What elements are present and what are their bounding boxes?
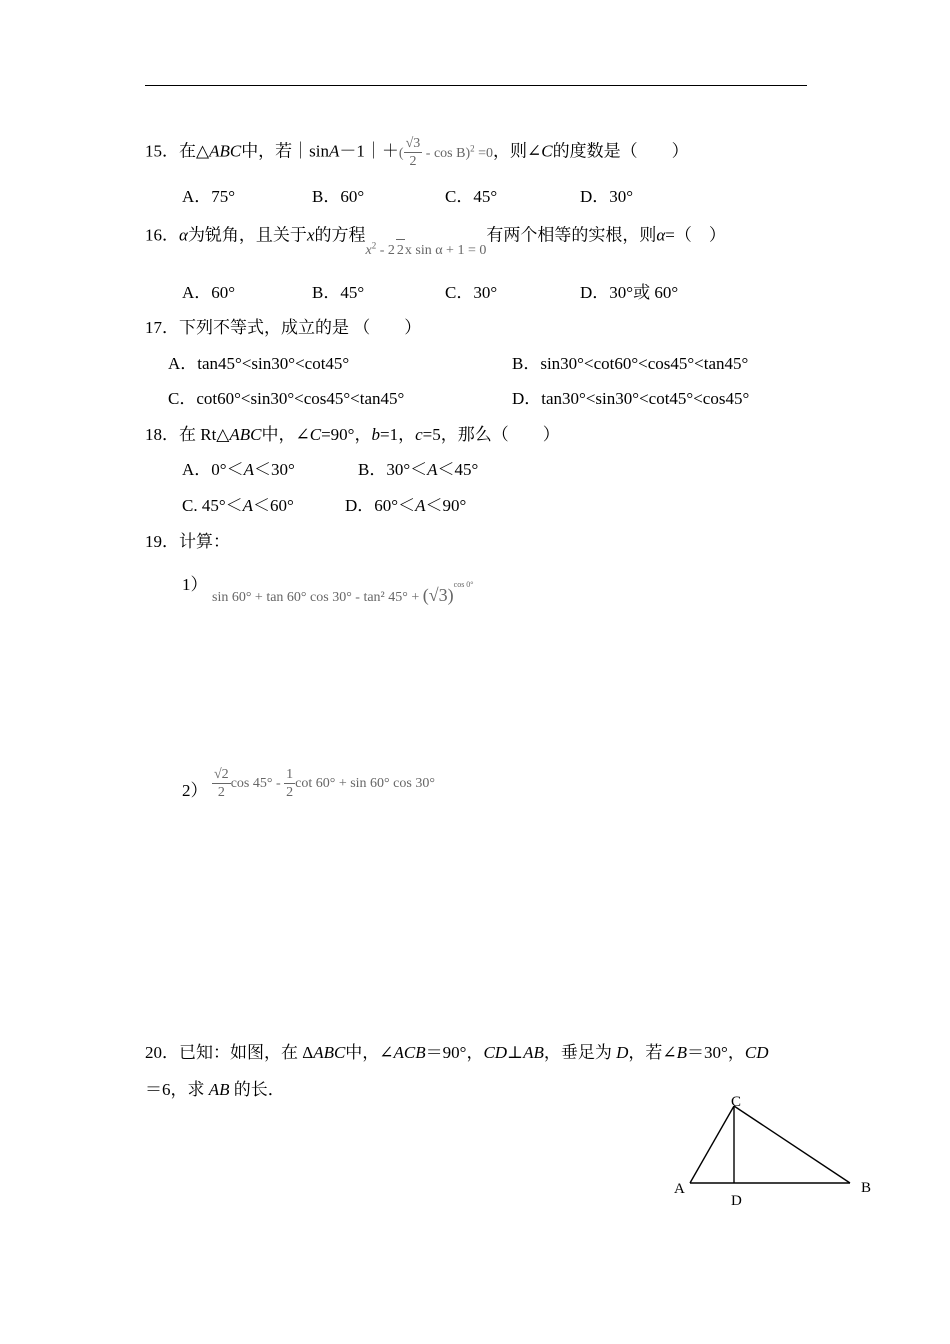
q20-stem-line2: ＝6，求 AB 的长．	[145, 1080, 285, 1099]
q17-option-c[interactable]: C．cot60°<sin30°<cos45°<tan45°	[168, 389, 405, 408]
q19-part2-label: 2）	[182, 781, 208, 800]
q17-option-a[interactable]: A．tan45°<sin30°<cot45°	[168, 354, 350, 373]
q16-option-b[interactable]: B．45°	[312, 283, 365, 302]
q18-stem: 18．在 Rt△ABC中，∠C=90°，b=1，c=5，那么（ ）	[145, 425, 560, 444]
label-a: A	[674, 1181, 685, 1197]
label-b: B	[861, 1180, 872, 1196]
q16-equation: x2 - 2 2x sin α + 1 = 0	[365, 243, 486, 258]
label-c: C	[731, 1094, 742, 1110]
q20-stem-line1: 20．已知：如图，在 ΔABC中，∠ACB＝90°，CD⊥AB，垂足为 D，若∠B＝30°，CD	[145, 1043, 769, 1062]
q15-stem: 15．在△ABC中，若｜sinA－1｜＋( $\frac{√3}{2}$ - cos B)$^2$ =0，则∠C的度数是（ ）	[145, 136, 689, 170]
q15-option-c[interactable]: C．45°	[445, 187, 498, 206]
q18-option-c[interactable]: C. 45°＜A＜60°	[182, 496, 294, 515]
header-rule	[145, 85, 807, 86]
q16-option-a[interactable]: A．60°	[182, 283, 236, 302]
q18-option-b[interactable]: B．30°＜A＜45°	[358, 460, 479, 479]
q19-part1-label: 1）	[182, 575, 208, 594]
q19-part2-expression: $\frac{√2}{2}$ cos 45° - $\frac{1}{2}$ cot 60° + sin 60° cos 30°	[214, 767, 435, 800]
q17-option-b[interactable]: B．sin30°<cot60°<cos45°<tan45°	[512, 354, 749, 373]
q17-stem: 17．下列不等式，成立的是 （ ）	[145, 318, 422, 337]
q15-option-b[interactable]: B．60°	[312, 187, 365, 206]
q16-option-d[interactable]: D．30°或 60°	[580, 283, 679, 302]
q16-option-c[interactable]: C．30°	[445, 283, 498, 302]
side-cb	[734, 1106, 850, 1183]
q17-option-d[interactable]: D．tan30°<sin30°<cot45°<cos45°	[512, 389, 750, 408]
q19-stem: 19．计算：	[145, 532, 230, 551]
q15-formula: ( $\frac{√3}{2}$ - cos B)$^2$ =0	[398, 136, 494, 170]
q15-option-d[interactable]: D．30°	[580, 187, 634, 206]
triangle-figure	[660, 1085, 890, 1215]
q15-option-a[interactable]: A．75°	[182, 187, 236, 206]
side-ac	[690, 1106, 734, 1183]
q18-option-d[interactable]: D．60°＜A＜90°	[345, 496, 467, 515]
q19-part1-expression: sin 60° + tan 60° cos 30° - tan² $45^\circ + (√3)^{cos 0^\circ}$	[212, 580, 474, 605]
q18-option-a[interactable]: A．0°＜A＜30°	[182, 460, 295, 479]
q16-stem: 16．α为锐角，且关于x的方程$_{x^2 - 2 2x sin \alpha + 1 = 0}$有两个相等的实根，则α=（ ）	[145, 221, 726, 249]
label-d: D	[731, 1193, 742, 1209]
